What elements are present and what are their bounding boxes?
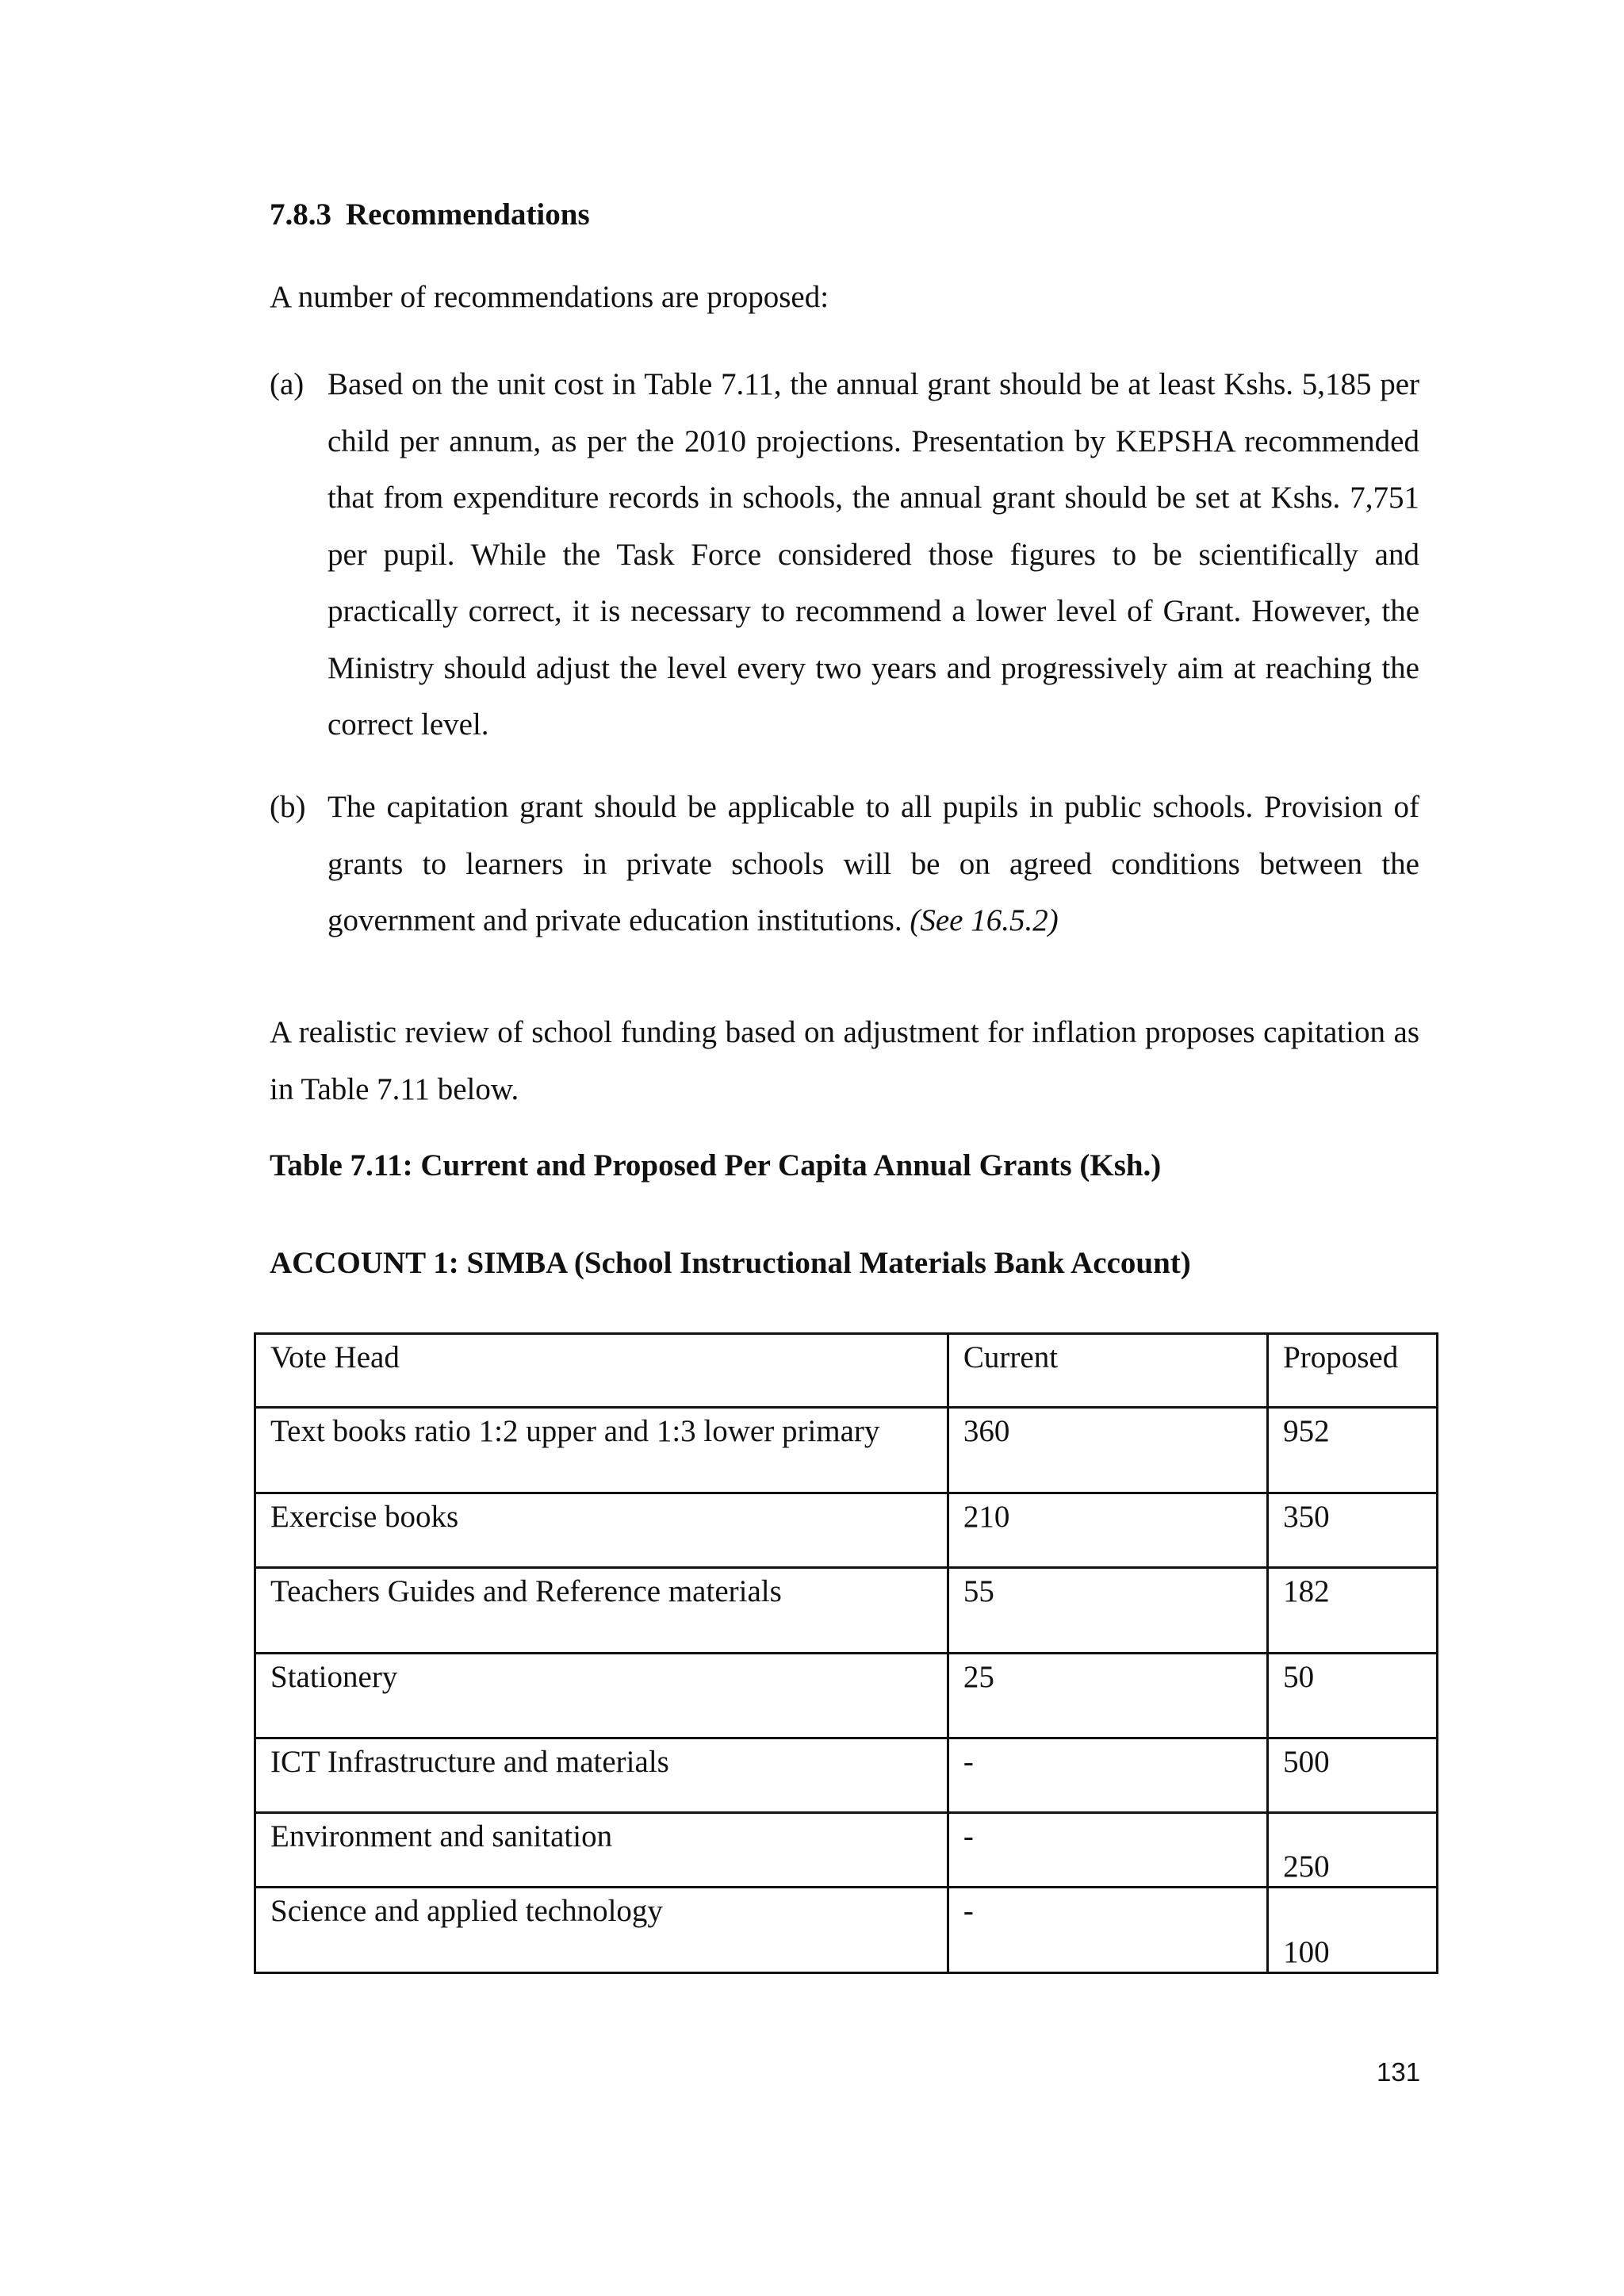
recommendation-b xyxy=(270,779,1419,949)
table-row xyxy=(255,1654,1438,1738)
page-number: 131 xyxy=(1377,2057,1421,2087)
cell-current: - xyxy=(948,1738,1267,1813)
cell-vote-head: Text books ratio 1:2 upper and 1:3 lower primary xyxy=(255,1408,948,1493)
cell-vote-head: Exercise books xyxy=(255,1493,948,1568)
table-row xyxy=(255,1738,1438,1813)
table-row xyxy=(255,1408,1438,1493)
recommendation-b-body xyxy=(327,779,1419,949)
recommendation-a-text: Based on the unit cost in Table 7.11, the annual grant should be at least Kshs. 5,185 per child per annum, as per the 2010 projections. Presentation by KEPSHA recommended that from expenditure records in schools, the annual grant should be set at Kshs. 7,751 per pupil. While the Task Force considered those figures to be scientifically and practically correct, it is necessary to recommend a lower level of Grant. However, the Ministry should adjust the level every two years and progressively aim at reaching the correct level. xyxy=(327,367,1419,742)
header-current: Current xyxy=(948,1334,1267,1408)
header-vote-head: Vote Head xyxy=(255,1334,948,1408)
cell-vote-head: Science and applied technology xyxy=(255,1888,948,1973)
cell-proposed: 250 xyxy=(1268,1813,1438,1888)
account-caption: ACCOUNT 1: SIMBA (School Instructional Materials Bank Account) xyxy=(270,1246,1191,1280)
cell-vote-head: Stationery xyxy=(255,1654,948,1738)
cell-proposed: 100 xyxy=(1268,1888,1438,1973)
cell-vote-head: ICT Infrastructure and materials xyxy=(255,1738,948,1813)
section-number: 7.8.3 xyxy=(270,197,331,232)
cell-vote-head: Environment and sanitation xyxy=(255,1813,948,1888)
section-title: Recommendations xyxy=(346,197,590,232)
funding-review-paragraph: A realistic review of school funding based on adjustment for inflation proposes capitation as in Table 7.11 below. xyxy=(270,1015,1419,1106)
intro-text: A number of recommendations are proposed: xyxy=(270,280,829,314)
cell-proposed: 182 xyxy=(1268,1568,1438,1654)
recommendation-b-reference: (See 16.5.2) xyxy=(910,903,1059,937)
cell-current: 25 xyxy=(948,1654,1267,1738)
cell-current: - xyxy=(948,1813,1267,1888)
recommendation-a-label: (a) xyxy=(270,367,304,401)
cell-proposed: 500 xyxy=(1268,1738,1438,1813)
cell-proposed: 50 xyxy=(1268,1654,1438,1738)
table-row xyxy=(255,1813,1438,1888)
cell-current: 360 xyxy=(948,1408,1267,1493)
cell-current: - xyxy=(948,1888,1267,1973)
cell-current: 210 xyxy=(948,1493,1267,1568)
table-row xyxy=(255,1493,1438,1568)
cell-current: 55 xyxy=(948,1568,1267,1654)
table-row xyxy=(255,1568,1438,1654)
cell-proposed: 350 xyxy=(1268,1493,1438,1568)
header-proposed: Proposed xyxy=(1268,1334,1438,1408)
section-heading xyxy=(270,197,590,232)
table-caption: Table 7.11: Current and Proposed Per Capita Annual Grants (Ksh.) xyxy=(270,1148,1162,1182)
recommendation-a xyxy=(270,356,1419,753)
table-header-row xyxy=(255,1334,1438,1408)
recommendation-b-label: (b) xyxy=(270,790,306,824)
cell-vote-head: Teachers Guides and Reference materials xyxy=(255,1568,948,1654)
grants-table xyxy=(254,1332,1438,1974)
recommendation-b-text: The capitation grant should be applicable to all pupils in public schools. Provision of grants to learners in private schools will be on agreed conditions between the government and private education institutions. xyxy=(327,790,1419,937)
cell-proposed: 952 xyxy=(1268,1408,1438,1493)
table-row xyxy=(255,1888,1438,1973)
